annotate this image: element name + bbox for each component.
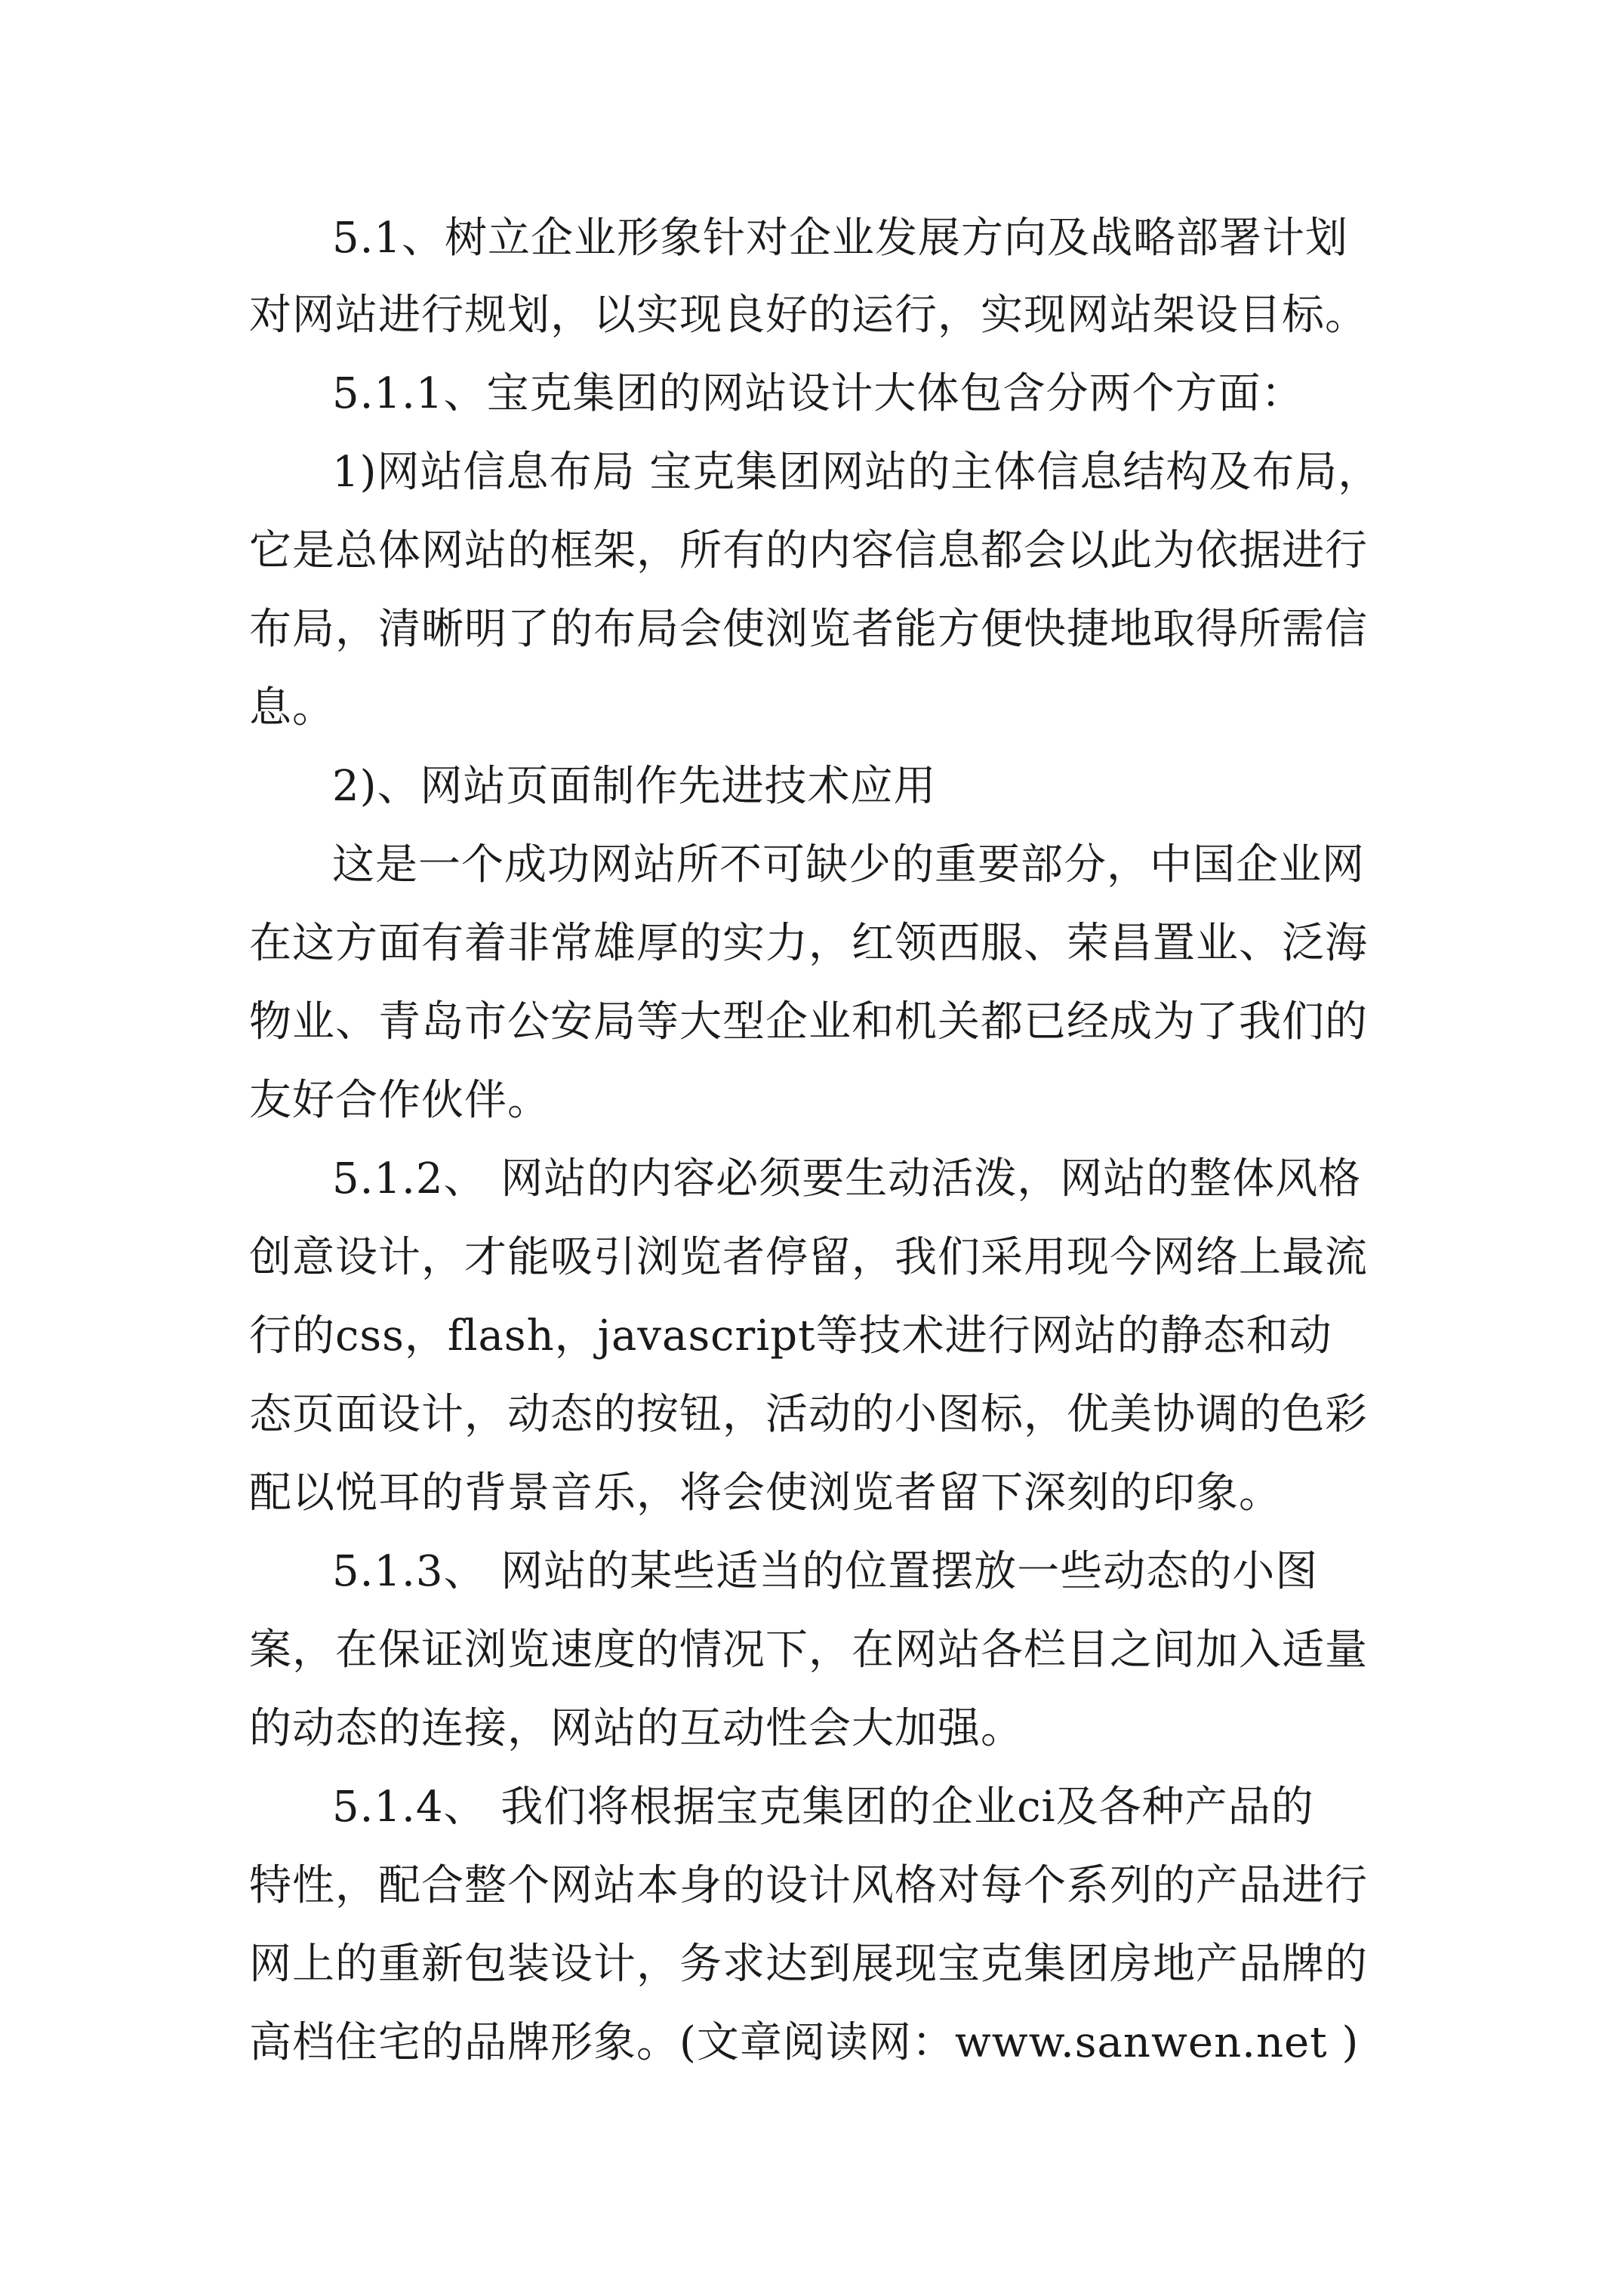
text-line: 5.1、树立企业形象针对企业发展方向及战略部署计划 (332, 214, 1349, 263)
text-line: 息。 (249, 683, 335, 732)
text-line: 高档住宅的品牌形象。(文章阅读网：www.sanwen.net ) (249, 2018, 1360, 2067)
text-line: 1)网站信息布局 宝克集团网站的主体信息结构及布局， (332, 448, 1381, 497)
text-line: 布局，清晰明了的布局会使浏览者能方便快捷地取得所需信 (249, 605, 1368, 654)
text-line: 物业、青岛市公安局等大型企业和机关都已经成为了我们的 (249, 997, 1368, 1046)
text-line: 5.1.1、宝克集团的网站设计大体包含分两个方面： (332, 369, 1304, 418)
text-line: 5.1.2、 网站的内容必须要生动活泼，网站的整体风格 (332, 1154, 1362, 1203)
text-line: 创意设计，才能吸引浏览者停留，我们采用现今网络上最流 (249, 1233, 1368, 1282)
text-line: 特性，配合整个网站本身的设计风格对每个系列的产品进行 (249, 1861, 1368, 1910)
text-line: 2)、网站页面制作先进技术应用 (332, 762, 937, 811)
text-line: 友好合作伙伴。 (249, 1076, 550, 1125)
text-line: 配以悦耳的背景音乐，将会使浏览者留下深刻的印象。 (249, 1469, 1282, 1518)
text-line: 网上的重新包装设计，务求达到展现宝克集团房地产品牌的 (249, 1940, 1368, 1989)
text-line: 案，在保证浏览速度的情况下，在网站各栏目之间加入适量 (249, 1626, 1368, 1675)
text-line: 5.1.4、 我们将根据宝克集团的企业ci及各种产品的 (332, 1783, 1314, 1832)
text-line: 5.1.3、 网站的某些适当的位置摆放一些动态的小图 (332, 1547, 1319, 1596)
text-line: 的动态的连接，网站的互动性会大加强。 (249, 1704, 1024, 1753)
text-line: 态页面设计，动态的按钮，活动的小图标，优美协调的色彩 (249, 1390, 1368, 1439)
text-line: 在这方面有着非常雄厚的实力，红领西服、荣昌置业、泛海 (249, 919, 1368, 968)
text-line: 对网站进行规划，以实现良好的运行，实现网站架设目标。 (249, 291, 1368, 340)
text-line: 它是总体网站的框架，所有的内容信息都会以此为依据进行 (249, 526, 1368, 575)
text-line: 这是一个成功网站所不可缺少的重要部分，中国企业网 (332, 840, 1365, 889)
text-line: 行的css，flash，javascript等技术进行网站的静态和动 (249, 1311, 1332, 1361)
